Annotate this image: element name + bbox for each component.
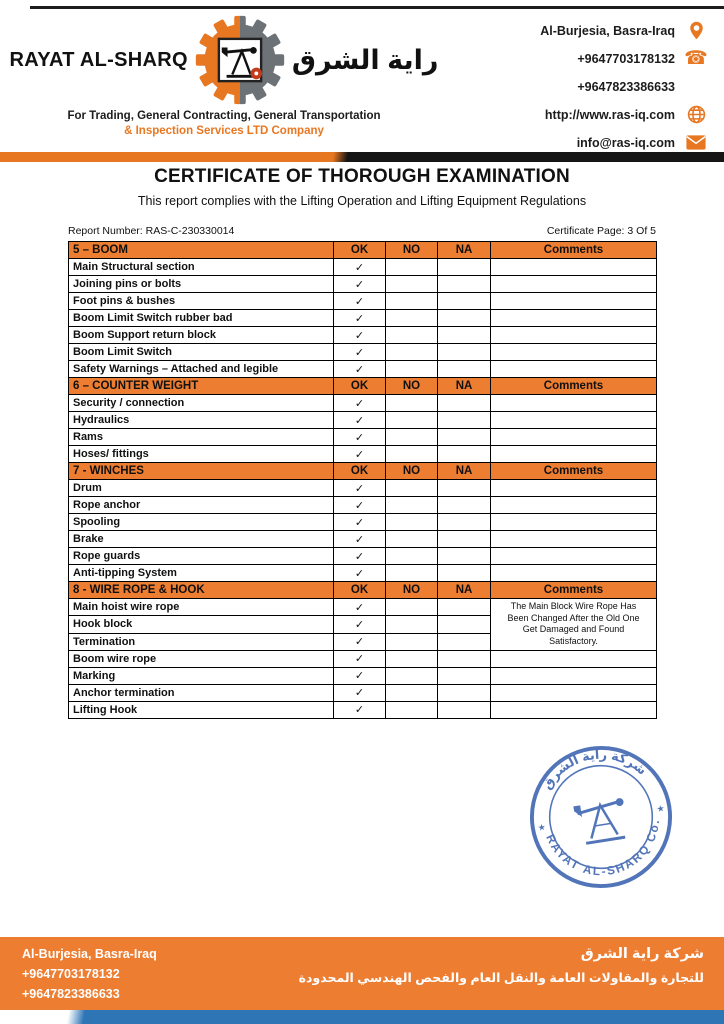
certificate-page-label: Certificate Page: (546, 225, 625, 237)
na-cell (438, 327, 491, 344)
globe-icon (684, 103, 708, 127)
stamp-top-text: شركة راية الشرق (538, 746, 650, 792)
no-cell (386, 599, 438, 616)
ok-cell: ✓ (334, 616, 386, 633)
footer-company-desc-ar: للتجارة والمقاولات العامة والنقل العام والفحص الهندسي المحدودة (298, 971, 704, 985)
svg-text:RAYAT AL-SHARQ Co. (543, 815, 670, 887)
ok-cell: ✓ (334, 446, 386, 463)
column-header-comments: Comments (491, 463, 657, 480)
footer-company-name-ar: شركة راية الشرق (580, 946, 704, 962)
stamp-star-right: ★ (655, 802, 666, 815)
contact-phone2-row (540, 74, 708, 99)
na-cell (438, 650, 491, 667)
certificate-page (547, 225, 656, 237)
na-cell (438, 514, 491, 531)
column-header-no: NO (386, 582, 438, 599)
page-footer (0, 937, 724, 1010)
comments-cell (491, 701, 657, 718)
no-cell (386, 446, 438, 463)
na-cell (438, 446, 491, 463)
no-cell (386, 259, 438, 276)
table-row (69, 429, 657, 446)
column-header-no: NO (386, 463, 438, 480)
table-row (69, 650, 657, 667)
column-header-ok: OK (334, 378, 386, 395)
contact-email-text: info@ras-iq.com (576, 135, 675, 150)
page-header (9, 12, 708, 155)
no-cell (386, 514, 438, 531)
red-gear-accent-icon (250, 68, 262, 80)
ok-cell: ✓ (334, 548, 386, 565)
table-row (69, 701, 657, 718)
ok-cell: ✓ (334, 565, 386, 582)
table-row (69, 599, 657, 616)
no-cell (386, 327, 438, 344)
report-number (68, 225, 234, 237)
footer-phone1: +9647703178132 (22, 967, 120, 981)
ok-cell: ✓ (334, 480, 386, 497)
contact-website-text: http://www.ras-iq.com (544, 107, 675, 122)
table-row (69, 667, 657, 684)
na-cell (438, 310, 491, 327)
section-header-row (69, 378, 657, 395)
ok-cell: ✓ (334, 531, 386, 548)
comments-cell (491, 361, 657, 378)
na-cell (438, 259, 491, 276)
ok-cell: ✓ (334, 276, 386, 293)
column-header-ok: OK (334, 582, 386, 599)
contact-address-text: Al-Burjesia, Basra-Iraq (540, 23, 675, 38)
no-cell (386, 701, 438, 718)
certificate-page-value: 3 Of 5 (627, 225, 656, 237)
ok-cell: ✓ (334, 310, 386, 327)
section-header-row (69, 463, 657, 480)
item-cell: Main hoist wire rope (69, 599, 334, 616)
item-cell: Lifting Hook (69, 701, 334, 718)
table-row (69, 276, 657, 293)
item-cell: Hoses/ fittings (69, 446, 334, 463)
ok-cell: ✓ (334, 667, 386, 684)
item-cell: Main Structural section (69, 259, 334, 276)
contact-phone1-text: +9647703178132 (577, 51, 675, 66)
comments-cell (491, 276, 657, 293)
company-tagline (34, 109, 414, 139)
item-cell: Hydraulics (69, 412, 334, 429)
comments-cell (491, 480, 657, 497)
stamp-star-left: ★ (536, 821, 547, 833)
no-cell (386, 497, 438, 514)
table-row (69, 259, 657, 276)
table-row (69, 531, 657, 548)
no-cell (386, 361, 438, 378)
na-cell (438, 599, 491, 616)
na-cell (438, 531, 491, 548)
certificate-subtitle: This report complies with the Lifting Operation and Lifting Equipment Regulations (137, 194, 587, 208)
item-cell: Boom Support return block (69, 327, 334, 344)
item-cell: Boom wire rope (69, 650, 334, 667)
ok-cell: ✓ (334, 293, 386, 310)
na-cell (438, 684, 491, 701)
column-header-no: NO (386, 378, 438, 395)
na-cell (438, 616, 491, 633)
comments-cell (491, 412, 657, 429)
table-row (69, 293, 657, 310)
column-header-na: NA (438, 582, 491, 599)
column-header-na: NA (438, 378, 491, 395)
table-row (69, 344, 657, 361)
item-cell: Foot pins & bushes (69, 293, 334, 310)
stamp-oil-pump-icon (573, 798, 629, 845)
item-cell: Rope guards (69, 548, 334, 565)
ok-cell: ✓ (334, 395, 386, 412)
header-divider-bar (0, 152, 724, 162)
ok-cell: ✓ (334, 259, 386, 276)
no-cell (386, 480, 438, 497)
comments-cell (491, 310, 657, 327)
section-header-row (69, 242, 657, 259)
tagline-line1: For Trading, General Contracting, General Transportation (67, 110, 381, 122)
item-cell: Termination (69, 633, 334, 650)
footer-address: Al-Burjesia, Basra-Iraq (22, 947, 157, 961)
na-cell (438, 667, 491, 684)
item-cell: Hook block (69, 616, 334, 633)
comments-cell: The Main Block Wire Rope Has Been Changed After the Old One Get Damaged and Found Satisfactory. (491, 599, 657, 651)
section-title: 8 - WIRE ROPE & HOOK (69, 582, 334, 599)
ok-cell: ✓ (334, 599, 386, 616)
section-title: 6 – COUNTER WEIGHT (69, 378, 334, 395)
top-rule (30, 6, 724, 9)
comments-cell (491, 395, 657, 412)
envelope-icon (684, 131, 708, 155)
column-header-no: NO (386, 242, 438, 259)
ok-cell: ✓ (334, 514, 386, 531)
table-row (69, 480, 657, 497)
item-cell: Security / connection (69, 395, 334, 412)
na-cell (438, 480, 491, 497)
table-row (69, 361, 657, 378)
no-cell (386, 429, 438, 446)
company-logo (192, 12, 288, 108)
na-cell (438, 633, 491, 650)
comments-cell (491, 497, 657, 514)
ok-cell: ✓ (334, 701, 386, 718)
item-cell: Spooling (69, 514, 334, 531)
ok-cell: ✓ (334, 327, 386, 344)
company-name-ar: راية الشرق (291, 44, 439, 75)
phone-icon: ☎ (684, 47, 708, 69)
na-cell (438, 497, 491, 514)
certificate-title: CERTIFICATE OF THOROUGH EXAMINATION (154, 166, 570, 187)
footer-phone2: +9647823386633 (22, 987, 120, 1001)
comments-cell (491, 565, 657, 582)
no-cell (386, 667, 438, 684)
item-cell: Boom Limit Switch rubber bad (69, 310, 334, 327)
na-cell (438, 395, 491, 412)
na-cell (438, 344, 491, 361)
comments-cell (491, 684, 657, 701)
contact-phone2-text: +9647823386633 (577, 79, 675, 94)
footer-arabic-block (299, 946, 704, 985)
table-row (69, 310, 657, 327)
location-pin-icon (684, 19, 708, 43)
no-cell (386, 310, 438, 327)
na-cell (438, 293, 491, 310)
comments-cell (491, 259, 657, 276)
bottom-blue-strip (0, 1010, 724, 1024)
contact-phone1-row (540, 46, 708, 71)
ok-cell: ✓ (334, 650, 386, 667)
comments-cell (491, 446, 657, 463)
table-row (69, 395, 657, 412)
company-name-en: RAYAT AL-SHARQ (9, 48, 188, 71)
no-cell (386, 344, 438, 361)
comments-cell (491, 514, 657, 531)
ok-cell: ✓ (334, 684, 386, 701)
tagline-line2: & Inspection Services LTD Company (124, 124, 324, 137)
section-title: 7 - WINCHES (69, 463, 334, 480)
contact-address-row (540, 18, 708, 43)
footer-contact-block (22, 944, 157, 1004)
no-cell (386, 412, 438, 429)
inspection-table-body (69, 242, 657, 719)
section-title: 5 – BOOM (69, 242, 334, 259)
no-cell (386, 684, 438, 701)
inspection-table (68, 241, 657, 719)
column-header-ok: OK (334, 463, 386, 480)
ok-cell: ✓ (334, 633, 386, 650)
na-cell (438, 361, 491, 378)
table-row (69, 514, 657, 531)
column-header-comments: Comments (491, 582, 657, 599)
na-cell (438, 701, 491, 718)
ok-cell: ✓ (334, 344, 386, 361)
no-cell (386, 650, 438, 667)
ok-cell: ✓ (334, 412, 386, 429)
table-row (69, 327, 657, 344)
na-cell (438, 276, 491, 293)
no-cell (386, 616, 438, 633)
comments-cell (491, 344, 657, 361)
no-cell (386, 276, 438, 293)
report-number-value: RAS-C-230330014 (145, 225, 235, 237)
no-cell (386, 565, 438, 582)
comments-cell (491, 327, 657, 344)
ok-cell: ✓ (334, 361, 386, 378)
company-stamp (516, 732, 685, 901)
brand-block (9, 12, 439, 155)
table-row (69, 684, 657, 701)
column-header-comments: Comments (491, 242, 657, 259)
contact-website-row (540, 102, 708, 127)
comments-cell (491, 667, 657, 684)
report-info-row (68, 225, 656, 237)
icon-spacer (684, 75, 708, 99)
no-cell (386, 531, 438, 548)
ok-cell: ✓ (334, 497, 386, 514)
contact-block (540, 12, 708, 155)
table-row (69, 412, 657, 429)
table-row (69, 548, 657, 565)
item-cell: Rope anchor (69, 497, 334, 514)
item-cell: Anti-tipping System (69, 565, 334, 582)
table-row (69, 497, 657, 514)
stamp-graphic (516, 732, 685, 901)
column-header-na: NA (438, 242, 491, 259)
item-cell: Boom Limit Switch (69, 344, 334, 361)
item-cell: Safety Warnings – Attached and legible (69, 361, 334, 378)
na-cell (438, 548, 491, 565)
stamp-bottom-text: RAYAT AL-SHARQ Co. (543, 817, 663, 879)
no-cell (386, 293, 438, 310)
na-cell (438, 565, 491, 582)
no-cell (386, 395, 438, 412)
comments-cell (491, 293, 657, 310)
column-header-na: NA (438, 463, 491, 480)
comments-cell (491, 429, 657, 446)
table-row (69, 565, 657, 582)
table-row (69, 446, 657, 463)
item-cell: Anchor termination (69, 684, 334, 701)
column-header-ok: OK (334, 242, 386, 259)
comments-cell (491, 548, 657, 565)
section-header-row (69, 582, 657, 599)
item-cell: Rams (69, 429, 334, 446)
no-cell (386, 548, 438, 565)
comments-cell (491, 531, 657, 548)
na-cell (438, 412, 491, 429)
gear-logo-graphic (192, 12, 288, 108)
no-cell (386, 633, 438, 650)
item-cell: Drum (69, 480, 334, 497)
item-cell: Brake (69, 531, 334, 548)
item-cell: Joining pins or bolts (69, 276, 334, 293)
item-cell: Marking (69, 667, 334, 684)
report-number-label: Report Number: (68, 225, 143, 237)
column-header-comments: Comments (491, 378, 657, 395)
comments-cell (491, 650, 657, 667)
na-cell (438, 429, 491, 446)
ok-cell: ✓ (334, 429, 386, 446)
